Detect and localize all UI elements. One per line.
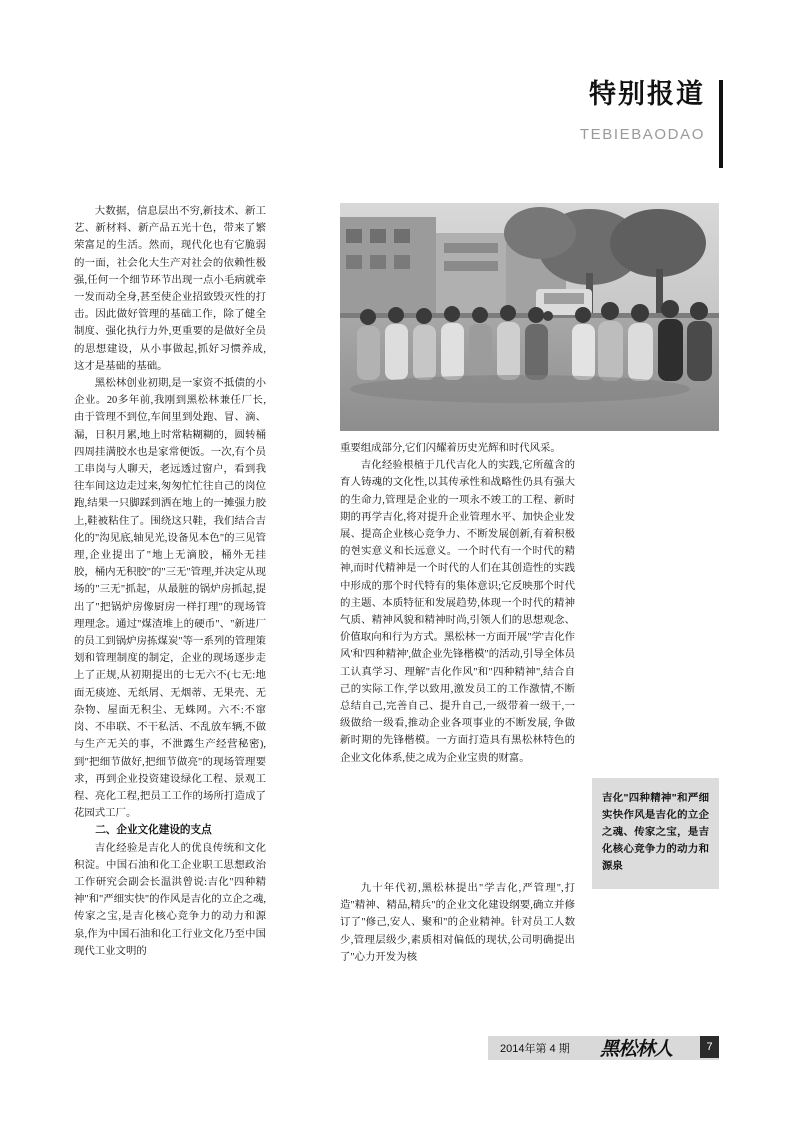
footer-page-number: 7 (700, 1036, 719, 1058)
pull-quote: 吉化"四种精神"和严细实快作风是吉化的立企之魂、传家之宝，是吉化核心竞争力的动力和源泉 (592, 778, 719, 889)
header-vertical-rule (719, 80, 723, 168)
paragraph: 吉化经验根植于几代吉化人的实践,它所蕴含的育人铸魂的文化性,以其传承性和战略性仍具有强大的生命力,管理是企业的一项永不竣工的工程、新时期的再学吉化,将对提升企业管理水平、加快企业发展、提高企业核心竞争力、不断发展创新,有着积极的현实意义和长远意义。一个时代有一个时代的精神,而时代精神是一个时代的人们在其创造性的实践中形成的那个时代特有的集体意识;它反映那个时代的主题、本质特征和发展趋势,体现一个时代的精神气质、精神风貌和精神时尚,引领人们的思想观念、价值取向和行为方式。黑松林一方面开展"学'吉化作风'和'四种精神',做企业先锋楷模"的活动,引导全体员工认真学习、理解"吉化作风"和"四种精神",结合自己的实际工作,学以致用,激发员工的工作激情,不断总结自己,完善自己、提升自己,一级带着一级干,一级做给一级看,推动企业各项事业的不断发展, 争做新时期的先锋楷模。一方面打造具有黑松林特色的企业文化体系,使之成为企业宝贵的财富。 (340, 460, 575, 764)
column-left (74, 203, 266, 960)
paragraph: 吉化经验是吉化人的优良传统和文化积淀。中国石油和化工企业职工思想政治工作研究会副会长温洪曾说:吉化"四种精神"和"严细实快"的作风是吉化的立企之魂,传家之宝,是吉化核心竞争力的动力和源泉,作为中国石油和化工行业文化乃至中国现代工业文明的 (74, 842, 266, 957)
paragraph: 九十年代初,黑松林提出"学吉化,严管理",打造"精神、精品,精兵"的企业文化建设纲要,确立并修订了"修己,安人、聚和"的企业精神。针对员工人数少,管理层级少,素质相对偏低的现状,公司明确提出了"心力开发为核 (340, 883, 575, 963)
footer-magazine-logo: 黑松林人 (600, 1039, 673, 1060)
column-middle-top (340, 440, 575, 767)
article-photo (340, 203, 719, 431)
paragraph: 黑松林创业初期,是一家资不抵债的小企业。20多年前,我刚到黑松林兼任厂长,由于管理不到位,车间里到处跑、冒、滴、漏，日积月累,地上时常粘糊糊的，圆转桶四周挂满胶水也是家常便饭。一次,有个员工串岗与人聊天，老远透过窗户，看到我往车间这边走过来,匆匆忙忙往自己的岗位跑,结果一只脚踩到洒在地上的一摊强力胶上,鞋被粘住了。围绕这只鞋，我们结合吉化的"沟见底,轴见光,设备见本色"的三见管理,企业提出了"地上无滴胶，桶外无挂胶，桶内无积胶"的"三无"管理,并决定从现场的"三无"抓起，从最脏的锅炉房抓起,提出了"把锅炉房像厨房一样打理"的现场管理理念。通过"煤渣堆上的硬币"、"新进厂的员工到锅炉房拣煤炭"等一系列的管理策划和管理制度的制定，企业的现场逐步走上了正规,从初期提出的七无六不(七无:地面无痰迹、无纸屑、无烟蒂、无果壳、无杂物、屋面无积尘、无蛛网。六不:不窜岗、不串联、不干私活、不乱放车辆,不做与生产无关的事，不泄露生产经营秘密),到"把细节做好,把细节做亮"的现场管理要求，再到企业投资建设绿化工程、景观工程、亮化工程,把员工工作的场所打造成了花园式工厂。 (74, 378, 266, 820)
column-middle-bottom (340, 880, 575, 966)
footer-issue-date: 2014年第 4 期 (500, 1043, 570, 1055)
page-title: 特别报道 (589, 79, 705, 109)
photo-illustration (340, 203, 719, 431)
paragraph: 大数据，信息层出不穷,新技术、新工艺、新材料、新产品五光十色，带来了繁荣富足的生活。然而，现代化也有它脆弱的一面，社会化大生产对社会的依赖性极强,任何一个细节环节出现一点小毛病就牵一发而动全身,甚至使企业招致毁灭性的打击。因此做好管理的基础工作，除了健全制度、强化执行力外,更重要的是做好全员的思想建设，从小事做起,抓好习惯养成,这才是基础的基础。 (74, 206, 266, 372)
page-header (399, 78, 719, 143)
paragraph: 重要组成部分,它们闪耀着历史光辉和时代风采。 (340, 443, 561, 454)
page-subtitle: TEBIEBAODAO (579, 126, 705, 144)
section-heading: 二、企业文化建设的支点 (95, 824, 212, 837)
